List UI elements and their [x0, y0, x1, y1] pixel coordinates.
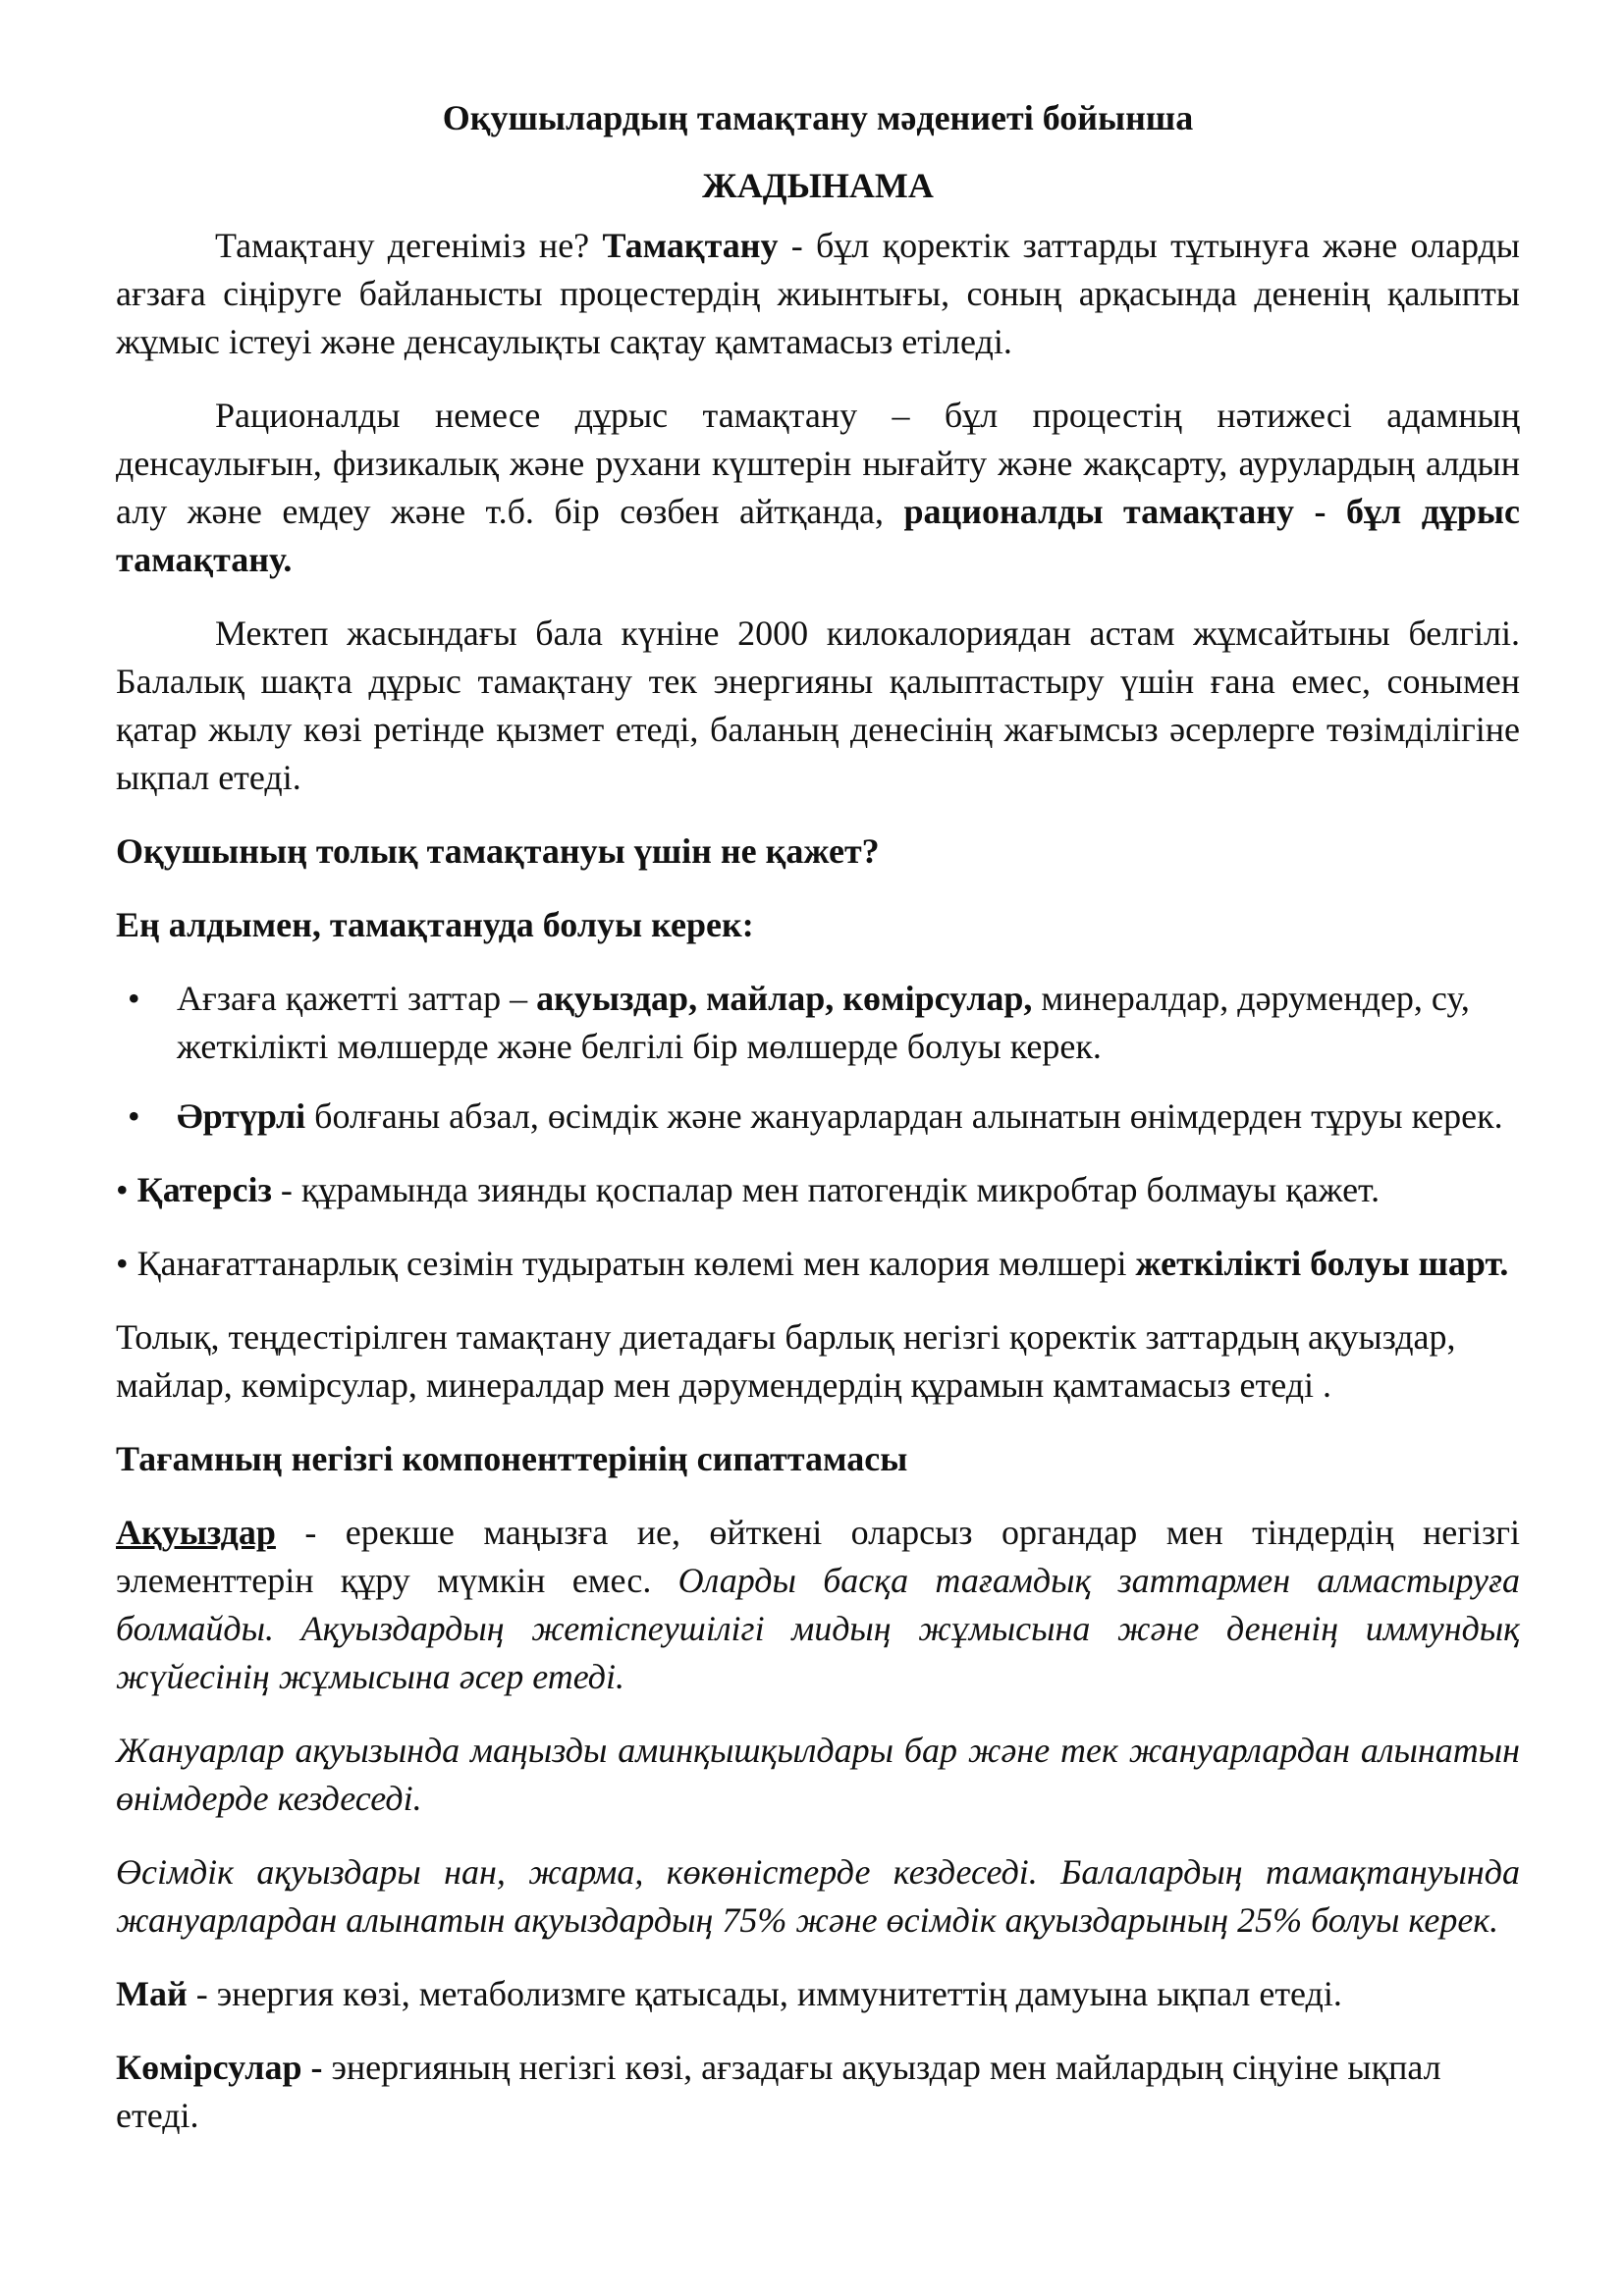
list-item-text: минералдар, дәрумендер, су, жеткілікті мөлшерде және белгілі бір мөлшерде болуы керек.: [177, 979, 1470, 1066]
safety-item: [116, 1166, 1520, 1214]
rational-nutrition-text: Рационалды немесе дұрыс тамақтану – бұл процестің нәтижесі адамның денсаулығын, физикалық және рухани күштерін нығайту және жақсарту, аурулардың алдын алу және емдеу және т.б. бір сөзбен айтқанда,: [116, 396, 1520, 531]
safety-emphasis: Қатерсіз: [136, 1170, 272, 1209]
list-item-emphasis: ақуыздар, майлар, көмірсулар,: [536, 979, 1033, 1018]
document-page: [116, 94, 1520, 2165]
list-item-text: болғаны абзал, өсімдік және жануарлардан алынатын өнімдерден тұруы керек.: [305, 1096, 1503, 1136]
protein-paragraph: [116, 1509, 1520, 1701]
needs-heading: Оқушының толық тамақтануы үшін не қажет?: [116, 831, 880, 871]
plant-protein-paragraph: Өсімдік ақуыздары нан, жарма, көкөністерде кездеседі. Балалардың тамақтануында жануарлардан алынатын ақуыздардың 75% және өсімдік ақуыздарының 25% болуы керек.: [116, 1852, 1520, 1940]
components-heading: Тағамның негізгі компоненттерінің сипаттамасы: [116, 1439, 908, 1478]
list-item: [116, 1093, 1520, 1141]
bullet-icon: •: [116, 1170, 137, 1209]
carbohydrate-paragraph: [116, 2044, 1520, 2140]
needs-subheading: Ең алдымен, тамақтануда болуы керек:: [116, 905, 754, 944]
intro-paragraph-3: Мектеп жасындағы бала күніне 2000 килокалориядан астам жұмсайтыны белгілі. Балалық шақта дұрыс тамақтану тек энергияны қалыптастыру үшін ғана емес, сонымен қатар жылу көзі ретінде қызмет етеді, баланың денесінің жағымсыз әсерлерге төзімділігіне ықпал етеді.: [116, 614, 1520, 797]
sufficiency-emphasis: жеткілікті болуы шарт.: [1135, 1244, 1509, 1283]
protein-label: Ақуыздар: [116, 1513, 276, 1552]
intro-paragraph-1: [116, 222, 1520, 366]
nutrition-definition: - бұл қоректік заттарды тұтынуға және оларды ағзаға сіңіруге байланысты процестердің жиынтығы, соның арқасында дененің қалыпты жұмыс істеуі және денсаулықты сақтау қамтамасыз етіледі.: [116, 226, 1520, 361]
document-subtitle: ЖАДЫНАМА: [702, 166, 934, 205]
term-nutrition: Тамақтану: [602, 226, 779, 265]
carbohydrate-label: Көмірсулар -: [116, 2048, 323, 2087]
safety-text: - құрамында зиянды қоспалар мен патогендік микробтар болмауы қажет.: [271, 1170, 1380, 1209]
list-item-text: Ағзаға қажетті заттар –: [177, 979, 537, 1018]
protein-italic-text: Оларды басқа тағамдық заттармен алмастыруға болмайды. Ақуыздардың жетіспеушілігі мидың жұмысына және дененің иммундық жүйесінің жұмысына әсер етеді.: [116, 1561, 1520, 1696]
bullet-icon: •: [128, 1096, 140, 1136]
list-item-emphasis: Әртүрлі: [177, 1096, 306, 1136]
intro-question: Тамақтану дегеніміз не?: [215, 226, 603, 265]
sufficiency-item: [116, 1240, 1520, 1288]
animal-protein-paragraph: Жануарлар ақуызында маңызды аминқышқылдары бар және тек жануарлардан алынатын өнімдерде кездеседі.: [116, 1731, 1520, 1818]
carbohydrate-text: энергияның негізгі көзі, ағзадағы ақуыздар мен майлардың сіңуіне ықпал етеді.: [116, 2048, 1441, 2135]
needs-list: [116, 975, 1520, 1141]
balanced-diet-summary: Толық, теңдестірілген тамақтану диетадағы барлық негізгі қоректік заттардың ақуыздар, майлар, көмірсулар, минералдар мен дәрумендердің құрамын қамтамасыз етеді .: [116, 1317, 1456, 1405]
fat-text: - энергия көзі, метаболизмге қатысады, иммунитеттің дамуына ықпал етеді.: [187, 1974, 1342, 2013]
protein-text: - ерекше маңызға ие, өйткені оларсыз органдар мен тіндердің негізгі элементтерін құру мүмкін емес.: [116, 1513, 1520, 1600]
document-title: Оқушылардың тамақтану мәдениеті бойынша: [442, 98, 1194, 137]
list-item: [116, 975, 1520, 1071]
fat-paragraph: [116, 1970, 1520, 2018]
fat-label: Май: [116, 1974, 188, 2013]
sufficiency-text: • Қанағаттанарлық сезімін тудыратын көлемі мен калория мөлшері: [116, 1244, 1136, 1283]
rational-nutrition-emphasis: рационалды тамақтану - бұл дұрыс тамақтану.: [116, 492, 1521, 579]
intro-paragraph-2: [116, 392, 1520, 584]
bullet-icon: •: [128, 979, 140, 1018]
